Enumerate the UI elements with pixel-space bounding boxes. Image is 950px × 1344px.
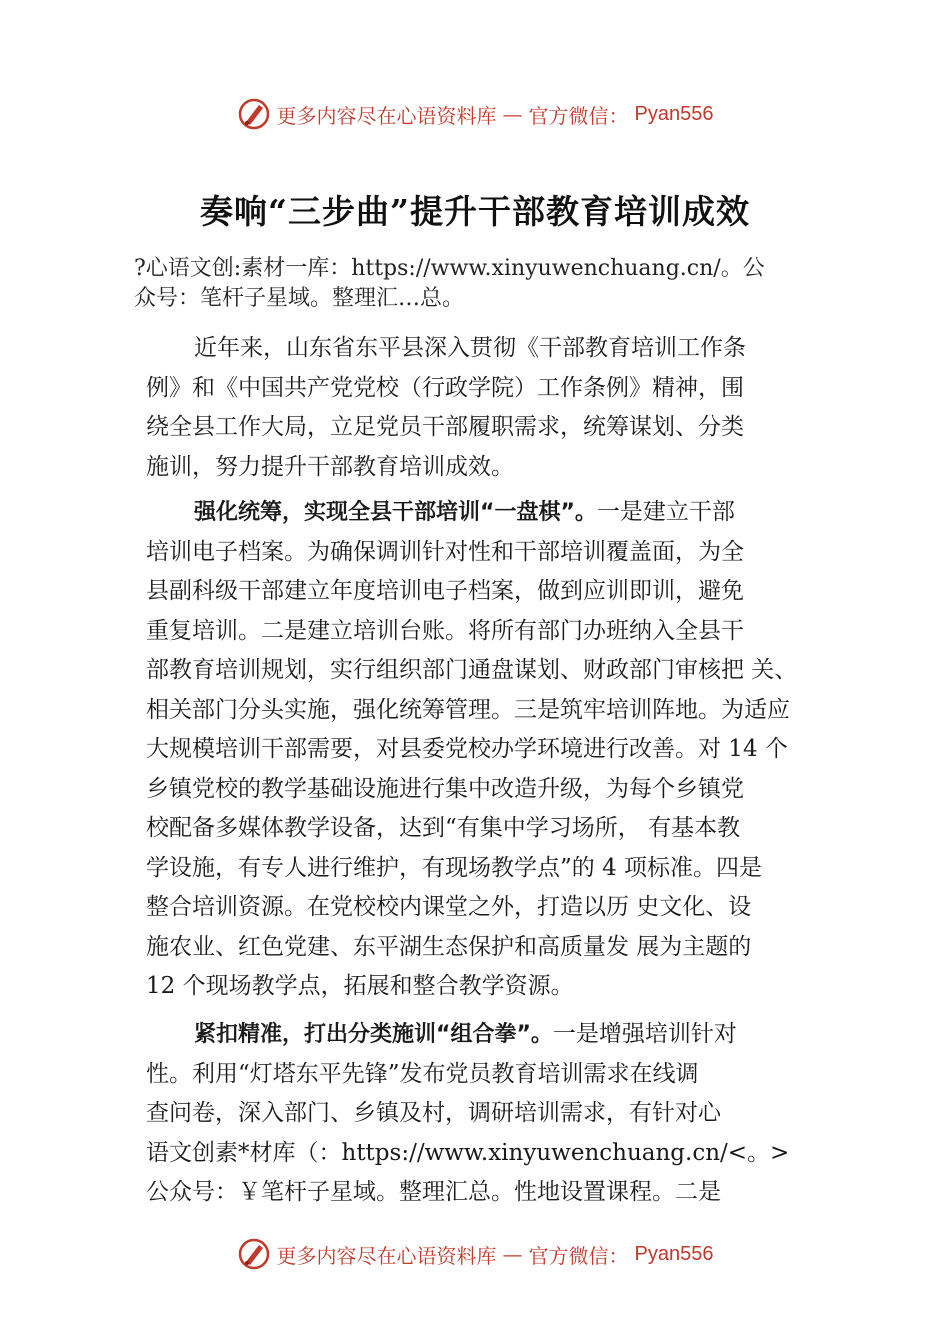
paragraph-intro	[146, 329, 846, 487]
banner-dash: —	[502, 102, 523, 126]
paragraph-precision	[146, 1015, 846, 1213]
header-banner	[0, 94, 950, 134]
text-fragment: 一是建立干部	[596, 499, 735, 525]
section-heading: 强化统筹，实现全县干部培训“一盘棋”。	[194, 500, 597, 525]
pen-logo-icon	[237, 97, 271, 131]
library-text: 更多内容尽在心语资料库	[276, 103, 497, 128]
text-line: 12 个现场教学点，拓展和整合教学资源。	[146, 973, 574, 999]
source-line: 众号：笔杆子星域。整理汇…总。	[134, 286, 465, 311]
source-note	[134, 254, 834, 314]
text-line: 部教育培训规划，实行组织部门通盘谋划、财政部门审核把 关、	[146, 657, 798, 683]
footer-banner	[0, 1234, 950, 1274]
text-line: 相关部门分头实施，强化统筹管理。三是筑牢培训阵地。为适应	[146, 696, 790, 723]
text-line: 例》和《中国共产党党校（行政学院）工作条例》精神，围	[146, 374, 744, 401]
text-line: 学设施，有专人进行维护，有现场教学点”的 4 项标准。四是	[146, 854, 763, 881]
text-line: 近年来，山东省东平县深入贯彻《干部教育培训工作条	[194, 335, 746, 361]
text-line: 施训，努力提升干部教育培训成效。	[146, 453, 514, 480]
text-line: 性。利用“灯塔东平先锋”发布党员教育培训需求在线调	[146, 1060, 699, 1087]
banner-dash: —	[502, 1242, 523, 1266]
paragraph-coordination	[146, 493, 846, 1007]
wechat-id: Pyan556	[634, 1242, 714, 1265]
text-line: 重复培训。二是建立培训台账。将所有部门办班纳入全县干	[146, 617, 744, 644]
text-line: 公众号：￥笔杆子星域。整理汇总。性地设置课程。二是	[146, 1179, 721, 1205]
text-line: 乡镇党校的教学基础设施进行集中改造升级，为每个乡镇党	[146, 775, 744, 802]
text-line: 整合培训资源。在党校校内课堂之外，打造以历 史文化、设	[146, 894, 752, 920]
text-line: 大规模培训干部需要，对县委党校办学环境进行改善。对 14 个	[146, 736, 788, 762]
wechat-label: 官方微信：	[528, 1243, 629, 1268]
pen-logo-icon	[237, 1237, 271, 1271]
wechat-id: Pyan556	[634, 102, 714, 125]
document-title: 奏响“三步曲”提升干部教育培训成效	[200, 192, 750, 231]
text-line	[146, 493, 846, 533]
text-line: 培训电子档案。为确保调训针对性和干部培训覆盖面，为全	[146, 538, 744, 565]
library-text: 更多内容尽在心语资料库	[276, 1243, 497, 1268]
text-line: 语文创素*材库（：https://www.xinyuwenchuang.cn/<。>	[146, 1139, 790, 1166]
text-line: 校配备多媒体教学设备，达到“有集中学习场所， 有基本教	[146, 815, 741, 841]
text-line	[146, 1015, 846, 1055]
wechat-label: 官方微信：	[528, 103, 629, 128]
text-line: 绕全县工作大局，立足党员干部履职需求，统筹谋划、分类	[146, 414, 744, 440]
text-line: 县副科级干部建立年度培训电子档案，做到应训即训，避免	[146, 578, 744, 604]
text-line: 查问卷，深入部门、乡镇及村，调研培训需求，有针对心	[146, 1100, 721, 1126]
source-line: ?心语文创:素材一库：https://www.xinyuwenchuang.cn/。公	[134, 256, 765, 281]
section-heading: 紧扣精准，打出分类施训“组合拳”。	[194, 1022, 553, 1047]
text-line: 施农业、红色党建、东平湖生态保护和高质量发 展为主题的	[146, 933, 752, 960]
text-fragment: 一是增强培训针对	[552, 1021, 737, 1047]
